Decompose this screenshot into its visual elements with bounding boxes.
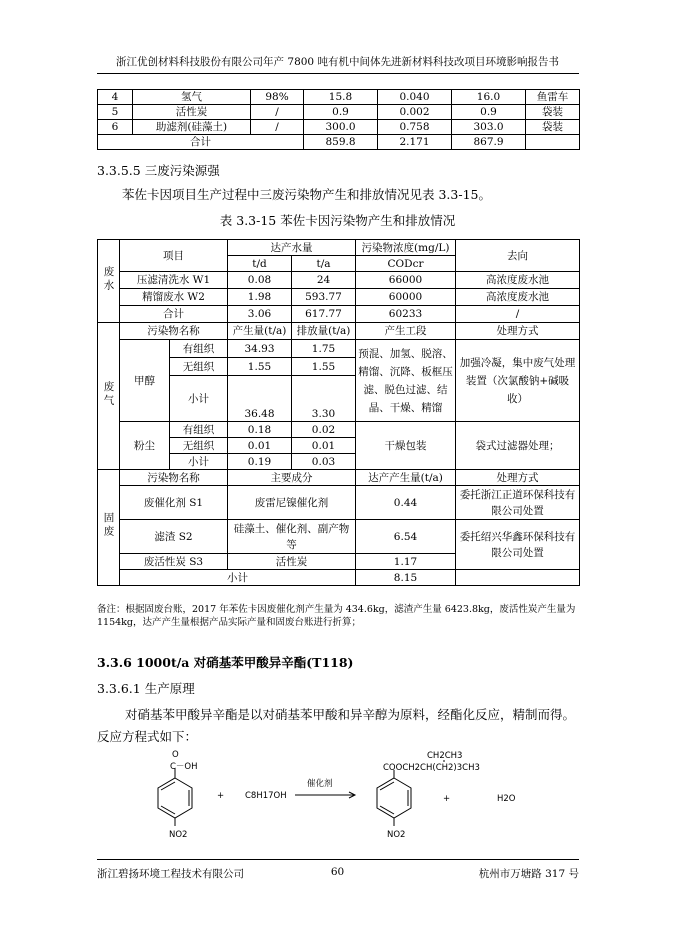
unit-ta: t/a xyxy=(292,256,356,272)
materials-cell: 303.0 xyxy=(452,120,526,135)
solid-row-name: 废催化剂 S1 xyxy=(120,486,228,520)
ww-total-ta: 617.77 xyxy=(292,306,356,323)
unit-td: t/d xyxy=(228,256,292,272)
col-amount: 达产产生量(t/a) xyxy=(356,470,456,486)
dust-type: 有组织 xyxy=(170,422,228,438)
methanol-treatment: 加强冷凝，集中废气处理装置（次氯酸钠+碱吸收） xyxy=(456,340,580,422)
methanol-process: 预混、加氢、脱溶、精馏、沉降、板框压滤、脱色过滤、结晶、干燥、精馏 xyxy=(356,340,456,422)
reaction-arrow xyxy=(295,792,355,798)
solid-label: 固废 xyxy=(98,470,120,586)
dust-type: 无组织 xyxy=(170,438,228,454)
col-component: 主要成分 xyxy=(228,470,356,486)
dust-label: 粉尘 xyxy=(120,422,170,470)
materials-total-cell: 859.8 xyxy=(304,135,378,150)
solid-row-name: 废活性炭 S3 xyxy=(120,554,228,570)
product-water: H2O xyxy=(497,794,516,804)
reactant-nitro: NO2 xyxy=(169,830,188,840)
product-nitro: NO2 xyxy=(387,830,406,840)
product-ethyl-branch: CH2CH3 xyxy=(427,751,463,761)
materials-total-cell: 2.171 xyxy=(378,135,452,150)
materials-cell: / xyxy=(251,105,304,120)
materials-cell: 袋装 xyxy=(526,120,580,135)
ww-total-dest: / xyxy=(456,306,580,323)
reactant-isooctanol: C8H17OH xyxy=(245,791,287,801)
materials-row xyxy=(98,120,580,135)
solid-row-amount: 1.17 xyxy=(356,554,456,570)
materials-cell: / xyxy=(251,120,304,135)
col-output: 达产水量 xyxy=(228,240,356,256)
table-note: 备注：根据固废台账，2017 年苯佐卡因废催化剂产生量为 434.6kg，滤渣产生量 6423.8kg，废活性炭产生量为 1154kg，达产产生量根据产品实际产量和固废台账进行折算； xyxy=(97,604,576,628)
materials-cell: 0.9 xyxy=(304,105,378,120)
page-header-title: 浙江优创材料科技股份有限公司年产 7800 吨有机中间体先进新材料科技改项目环境影响报告书 xyxy=(116,56,559,68)
materials-cell: 0.040 xyxy=(378,90,452,105)
methanol-subtotal-emitted: 3.30 xyxy=(292,376,356,422)
solid-row-component: 活性炭 xyxy=(228,554,356,570)
dust-process: 干燥包装 xyxy=(356,422,456,470)
solid-row-amount: 6.54 xyxy=(356,520,456,554)
dust-subtotal-emitted: 0.03 xyxy=(292,454,356,470)
ww-row-ta: 24 xyxy=(292,272,356,289)
dust-emitted: 0.01 xyxy=(292,438,356,454)
reactant-carbonyl-o: O xyxy=(172,750,179,760)
section-heading-336: 3.3.6 1000t/a 对硝基苯甲酸异辛酯(T118) xyxy=(97,655,354,670)
benzene-ring-reactant xyxy=(158,768,192,826)
plus-sign-2: + xyxy=(443,794,451,804)
materials-row xyxy=(98,90,580,105)
methanol-label: 甲醇 xyxy=(120,340,170,422)
col-solid-name: 污染物名称 xyxy=(120,470,228,486)
ww-row-ta: 593.77 xyxy=(292,289,356,306)
materials-cell: 0.758 xyxy=(378,120,452,135)
col-destination: 去向 xyxy=(456,240,580,272)
methanol-produced: 1.55 xyxy=(228,358,292,376)
materials-cell: 0.002 xyxy=(378,105,452,120)
solid-row-component: 硅藻土、催化剂、副产物等 xyxy=(228,520,356,554)
col-treatment: 处理方式 xyxy=(456,323,580,340)
materials-cell: 4 xyxy=(98,90,133,105)
col-concentration: 污染物浓度(mg/L) xyxy=(356,240,456,256)
gas-label: 废气 xyxy=(98,323,120,470)
footer-company: 浙江碧扬环境工程技术有限公司 xyxy=(97,868,244,880)
ww-row-td: 0.08 xyxy=(228,272,292,289)
dust-emitted: 0.02 xyxy=(292,422,356,438)
unit-cod: CODcr xyxy=(356,256,456,272)
solid-subtotal-blank xyxy=(456,570,580,586)
col-pollutant-name: 污染物名称 xyxy=(120,323,228,340)
ww-row-dest: 高浓度废水池 xyxy=(456,272,580,289)
solid-row-amount: 0.44 xyxy=(356,486,456,520)
materials-total-cell xyxy=(526,135,580,150)
ww-total-name: 合计 xyxy=(120,306,228,323)
materials-total-cell: 867.9 xyxy=(452,135,526,150)
materials-total-cell: 合计 xyxy=(98,135,304,150)
materials-cell: 300.0 xyxy=(304,120,378,135)
section-paragraph-3355: 苯佐卡因项目生产过程中三废污染物产生和排放情况见表 3.3-15。 xyxy=(122,187,491,202)
dust-produced: 0.01 xyxy=(228,438,292,454)
solid-row-name: 滤渣 S2 xyxy=(120,520,228,554)
materials-cell: 氢气 xyxy=(133,90,251,105)
plus-sign-1: + xyxy=(217,791,225,801)
ww-total-td: 3.06 xyxy=(228,306,292,323)
methanol-emitted: 1.75 xyxy=(292,340,356,358)
ww-row-td: 1.98 xyxy=(228,289,292,306)
page-number: 60 xyxy=(330,866,345,878)
ww-row-name: 压滤清洗水 W1 xyxy=(120,272,228,289)
methanol-type: 有组织 xyxy=(170,340,228,358)
materials-cell: 98% xyxy=(251,90,304,105)
materials-cell: 6 xyxy=(98,120,133,135)
section-paragraph-3361: 对硝基苯甲酸异辛酯是以对硝基苯甲酸和异辛醇为原料，经酯化反应，精制而得。反应方程式如下： xyxy=(97,707,576,744)
ww-total-cod: 60233 xyxy=(356,306,456,323)
materials-cell: 5 xyxy=(98,105,133,120)
wastewater-label: 废水 xyxy=(98,240,120,323)
footer-address: 杭州市万塘路 317 号 xyxy=(478,868,579,880)
reaction-equation xyxy=(97,748,579,840)
solid-treatment-2: 委托绍兴华鑫环保科技有限公司处置 xyxy=(456,520,580,570)
materials-cell: 0.9 xyxy=(452,105,526,120)
section-heading-3355: 3.3.5.5 三废污染源强 xyxy=(97,163,220,178)
footer-rule xyxy=(97,859,579,860)
materials-cell: 鱼雷车 xyxy=(526,90,580,105)
materials-table-continuation xyxy=(97,89,580,150)
product-ester-group: COOCH2CH(CH2)3CH3 xyxy=(383,763,480,773)
col-solid-treatment: 处理方式 xyxy=(456,470,580,486)
materials-row xyxy=(98,105,580,120)
methanol-produced: 34.93 xyxy=(228,340,292,358)
methanol-type: 无组织 xyxy=(170,358,228,376)
ww-row-cod: 66000 xyxy=(356,272,456,289)
dust-subtotal-produced: 0.19 xyxy=(228,454,292,470)
solid-treatment-1: 委托浙江正道环保科技有限公司处置 xyxy=(456,486,580,520)
table-caption-3315: 表 3.3-15 苯佐卡因污染物产生和排放情况 xyxy=(219,213,456,228)
col-item: 项目 xyxy=(120,240,228,272)
reactant-acid-group: C－OH xyxy=(170,762,198,772)
solid-subtotal-label: 小计 xyxy=(120,570,356,586)
materials-cell: 16.0 xyxy=(452,90,526,105)
ww-row-cod: 60000 xyxy=(356,289,456,306)
dust-produced: 0.18 xyxy=(228,422,292,438)
methanol-subtotal-produced: 36.48 xyxy=(228,376,292,422)
materials-cell: 助滤剂(硅藻土) xyxy=(133,120,251,135)
methanol-emitted: 1.55 xyxy=(292,358,356,376)
header-rule xyxy=(97,73,579,74)
pollutant-table-3315 xyxy=(97,239,580,586)
solid-row-component: 废雷尼镍催化剂 xyxy=(228,486,356,520)
col-process: 产生工段 xyxy=(356,323,456,340)
section-heading-3361: 3.3.6.1 生产原理 xyxy=(97,681,195,696)
ww-row-dest: 高浓度废水池 xyxy=(456,289,580,306)
dust-treatment: 袋式过滤器处理； xyxy=(456,422,580,470)
catalyst-label: 催化剂 xyxy=(307,779,333,789)
materials-cell: 袋装 xyxy=(526,105,580,120)
solid-subtotal-amount: 8.15 xyxy=(356,570,456,586)
materials-cell: 活性炭 xyxy=(133,105,251,120)
methanol-subtotal-label: 小计 xyxy=(170,376,228,422)
ww-row-name: 精馏废水 W2 xyxy=(120,289,228,306)
col-emitted: 排放量(t/a) xyxy=(292,323,356,340)
col-produced: 产生量(t/a) xyxy=(228,323,292,340)
materials-total-row xyxy=(98,135,580,150)
materials-cell: 15.8 xyxy=(304,90,378,105)
dust-subtotal-label: 小计 xyxy=(170,454,228,470)
